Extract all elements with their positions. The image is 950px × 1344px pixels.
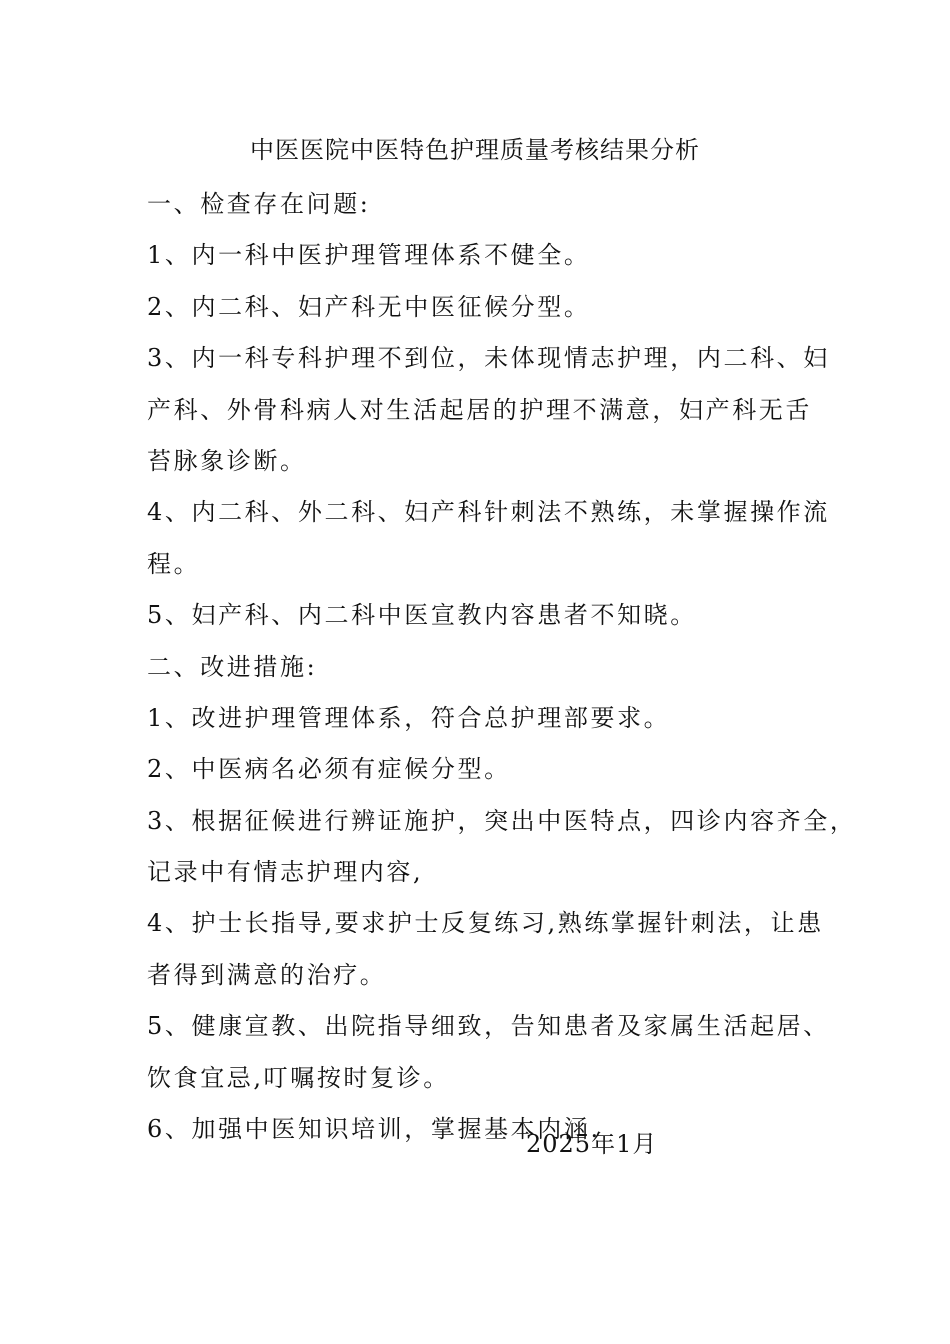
problem-item-3-line-3: 苔脉象诊断。 xyxy=(147,446,307,475)
measure-item-2: 2、中医病名必须有症候分型。 xyxy=(147,755,511,784)
section-heading-problems: 一、检查存在问题: xyxy=(147,190,371,218)
problem-item-1: 1、内一科中医护理管理体系不健全。 xyxy=(147,241,591,270)
problem-item-5: 5、妇产科、内二科中医宣教内容患者不知晓。 xyxy=(147,601,697,630)
measure-item-3-line-1: 3、根据征候进行辨证施护，突出中医特点，四诊内容齐全， xyxy=(147,806,857,835)
measure-item-5-line-1: 5、健康宣教、出院指导细致，告知患者及家属生活起居、 xyxy=(147,1012,830,1041)
measure-item-4-line-2: 者得到满意的治疗。 xyxy=(147,960,387,989)
document-title: 中医医院中医特色护理质量考核结果分析 xyxy=(250,136,700,164)
measure-item-5-line-2: 饮食宜忌,叮嘱按时复诊。 xyxy=(147,1063,450,1092)
measure-item-3-line-2: 记录中有情志护理内容, xyxy=(147,858,424,887)
document-body xyxy=(147,179,857,1155)
measure-item-1: 1、改进护理管理体系，符合总护理部要求。 xyxy=(147,703,671,732)
measure-item-4-line-1: 4、护士长指导,要求护士反复练习,熟练掌握针刺法，让患 xyxy=(147,909,824,938)
measure-item-6: 6、加强中医知识培训，掌握基本内涵. xyxy=(147,1115,601,1144)
document-date: 2025年1月 xyxy=(526,1130,658,1158)
problem-item-3-line-2: 产科、外骨科病人对生活起居的护理不满意，妇产科无舌 xyxy=(147,395,812,424)
problem-item-3-line-1: 3、内一科专科护理不到位，未体现情志护理，内二科、妇 xyxy=(147,344,830,373)
problem-item-4-line-2: 程。 xyxy=(147,549,201,578)
problem-item-4-line-1: 4、内二科、外二科、妇产科针刺法不熟练，未掌握操作流 xyxy=(147,498,830,527)
section-heading-measures: 二、改进措施: xyxy=(147,652,318,681)
problem-item-2: 2、内二科、妇产科无中医征候分型。 xyxy=(147,292,591,321)
